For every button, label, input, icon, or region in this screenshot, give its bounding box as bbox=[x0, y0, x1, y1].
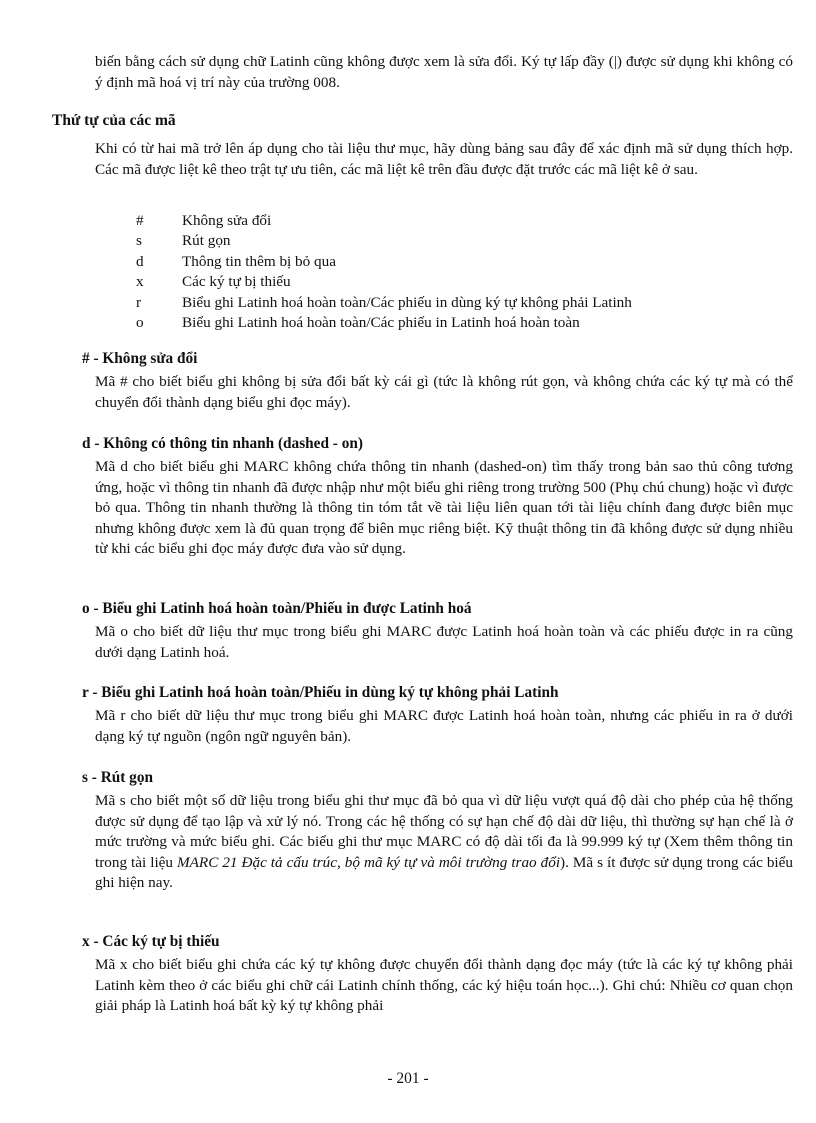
code-symbol: x bbox=[136, 273, 144, 291]
code-label: Biểu ghi Latinh hoá hoàn toàn/Các phiếu in dùng ký tự không phải Latinh bbox=[182, 293, 632, 311]
subsection-heading: o - Biểu ghi Latinh hoá hoàn toàn/Phiếu in được Latinh hoá bbox=[82, 600, 472, 617]
subsection-heading: s - Rút gọn bbox=[82, 769, 153, 786]
code-symbol: # bbox=[136, 212, 144, 229]
code-symbol: o bbox=[136, 314, 144, 332]
code-label: Các ký tự bị thiếu bbox=[182, 273, 291, 291]
section-paragraph: Khi có từ hai mã trở lên áp dụng cho tài liệu thư mục, hãy dùng bảng sau đây để xác định mã sử dụng thích hợp. Các mã được liệt kê theo trật tự ưu tiên, các mã liệt kê trên đầu được đặt trước các mã liệt kê ở sau. bbox=[95, 140, 793, 178]
section-title: Thứ tự của các mã bbox=[52, 112, 176, 129]
list-item bbox=[136, 211, 632, 231]
subsection-o bbox=[82, 599, 793, 663]
subsection-text: Mã r cho biết dữ liệu thư mục trong biểu ghi MARC được Latinh hoá hoàn toàn, nhưng các phiếu in ra ở dưới dạng ký tự nguồn (ngôn ngữ nguyên bản). bbox=[95, 707, 793, 745]
code-label: Thông tin thêm bị bỏ qua bbox=[182, 252, 336, 270]
subsection-heading: r - Biểu ghi Latinh hoá hoàn toàn/Phiếu in dùng ký tự không phải Latinh bbox=[82, 684, 559, 701]
list-item bbox=[136, 272, 632, 292]
intro-paragraph: biến bằng cách sử dụng chữ Latinh cũng không được xem là sửa đổi. Ký tự lấp đầy (|) được sử dụng khi không có ý định mã hoá vị trí này của trường 008. bbox=[95, 53, 793, 91]
subsection-text-part: Mã s cho biết một số dữ liệu trong biểu ghi thư mục đã bỏ qua vì dữ liệu vượt quá độ dài cho phép của hệ thống được sử dụng để tạo lập và xử lý nó. Trong các hệ thống có sự hạn chế độ dài dữ liệu, thì thường sự hạn chế là ở mức trường và mức biểu ghi. Các biểu ghi thư mục MARC có độ dài tối đa là 99.999 ký tự (Xem thêm thông tin trong tài liệu bbox=[95, 792, 793, 871]
code-label: Biểu ghi Latinh hoá hoàn toàn/Các phiếu in Latinh hoá hoàn toàn bbox=[182, 314, 580, 332]
list-item bbox=[136, 231, 632, 251]
subsection-heading: # - Không sửa đổi bbox=[82, 350, 198, 367]
list-item bbox=[136, 313, 632, 333]
code-order-list bbox=[136, 211, 632, 333]
list-item bbox=[136, 293, 632, 313]
subsection-heading: d - Không có thông tin nhanh (dashed - on) bbox=[82, 435, 363, 452]
subsection-text bbox=[95, 791, 793, 894]
subsection-text-part: ). Mã s ít được sử dụng trong các biểu ghi hiện nay. bbox=[95, 853, 793, 891]
code-symbol: s bbox=[136, 232, 142, 250]
subsection-heading: x - Các ký tự bị thiếu bbox=[82, 933, 220, 950]
subsection-s bbox=[82, 768, 793, 894]
subsection-text: Mã o cho biết dữ liệu thư mục trong biểu ghi MARC được Latinh hoá hoàn toàn và các phiếu được in ra cũng dưới dạng Latinh hoá. bbox=[95, 623, 793, 661]
subsection-text: Mã x cho biết biểu ghi chứa các ký tự không được chuyển đổi thành dạng đọc máy (tức là các ký tự không phải Latinh kèm theo ở các biểu ghi chữ cái Latinh chính thống, các ký hiệu toán học...). Ghi chú: Nhiều cơ quan chọn giải pháp là Latinh hoá bất kỳ ký tự không phải bbox=[95, 956, 793, 1014]
subsection-text: Mã d cho biết biểu ghi MARC không chứa thông tin nhanh (dashed-on) tìm thấy trong bản sao thủ công tương ứng, hoặc vì thông tin nhanh đã được nhập như một biểu ghi riêng trong trường 500 (Phụ chú chung) hoặc vì được bỏ qua. Thông tin nhanh thường là thông tin tóm tắt về tài liệu liên quan tới tài liệu chính đang được biên mục nhưng không được xem là đủ quan trọng để biên mục riêng biệt. Kỹ thuật thông tin đã không được sử dụng nhiều từ khi các biểu ghi đọc máy được đưa vào sử dụng. bbox=[95, 458, 793, 557]
code-symbol: r bbox=[136, 293, 142, 311]
subsection-r bbox=[82, 683, 793, 747]
code-label: Rút gọn bbox=[182, 232, 231, 250]
list-item bbox=[136, 252, 632, 272]
code-label: Không sửa đổi bbox=[182, 212, 272, 229]
subsection-hash bbox=[82, 349, 793, 413]
page-number: - 201 - bbox=[387, 1070, 429, 1087]
code-symbol: d bbox=[136, 252, 144, 270]
subsection-text: Mã # cho biết biểu ghi không bị sửa đổi bất kỳ cái gì (tức là không rút gọn, và không chứa các ký tự mà có thể chuyển đổi thành dạng biểu ghi đọc máy). bbox=[95, 373, 793, 411]
subsection-d bbox=[82, 434, 793, 560]
subsection-x bbox=[82, 932, 793, 1017]
cited-document-title: MARC 21 Đặc tả cấu trúc, bộ mã ký tự và môi trường trao đổi bbox=[177, 853, 561, 871]
